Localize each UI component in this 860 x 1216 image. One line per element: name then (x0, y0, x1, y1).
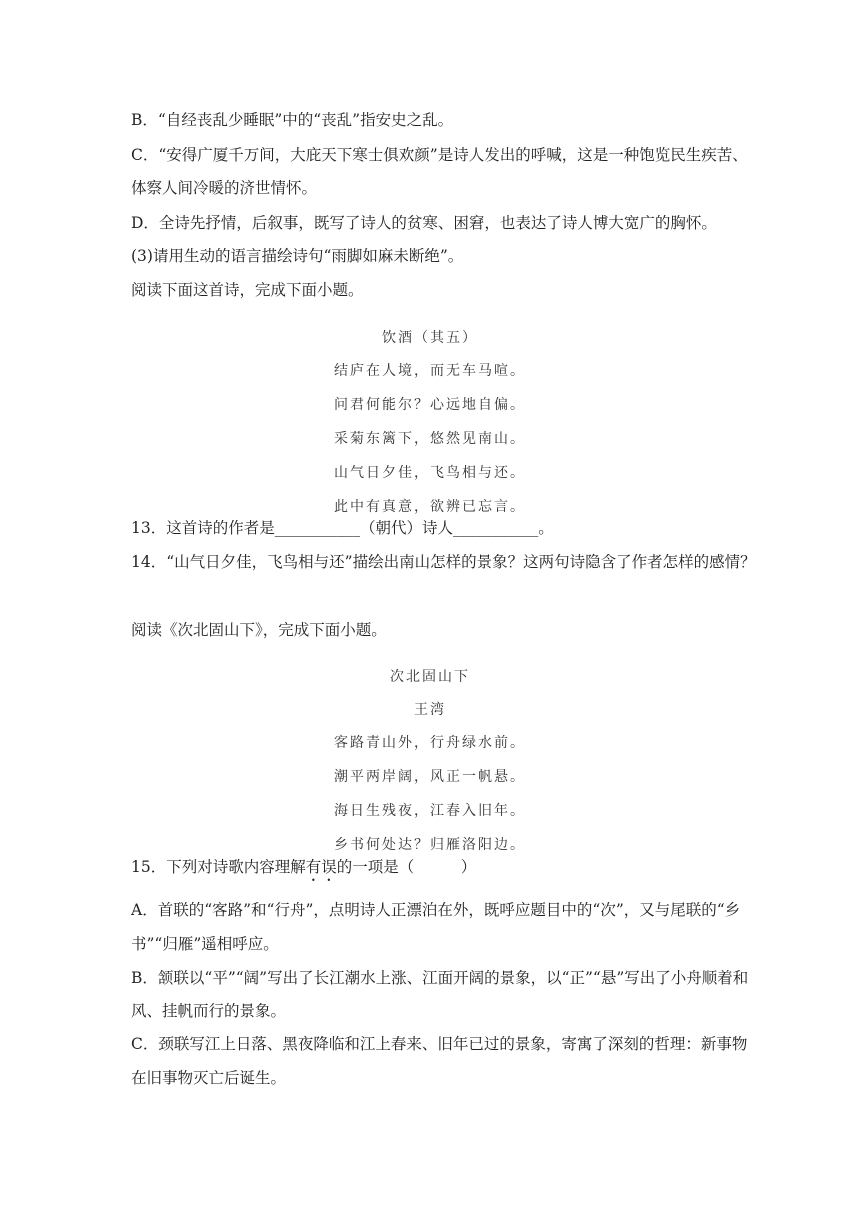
question-15-suffix: 的一项是（ ） (336, 858, 477, 876)
question-14: 14．“山气日夕佳，飞鸟相与还”描绘出南山怎样的景象？这两句诗隐含了作者怎样的感情？ (131, 553, 756, 571)
poem2-line: 海日生残夜，江春入旧年。 (334, 803, 526, 819)
question-15-emphasis: 有误 (305, 858, 337, 876)
q15-option-c-line1: C．颈联写江上日落、黑夜降临和江上春来、旧年已过的景象，寄寓了深刻的哲理：新事物 (131, 1035, 748, 1053)
poem1-line: 采菊东篱下，悠然见南山。 (334, 431, 526, 447)
poem2-line: 潮平两岸阔，风正一帆悬。 (334, 769, 526, 785)
poem2-line: 乡书何处达？归雁洛阳边。 (334, 837, 526, 853)
poem1-line: 山气日夕佳，飞鸟相与还。 (334, 465, 526, 481)
q15-option-a-line1: A．首联的“客路”和“行舟”，点明诗人正漂泊在外，既呼应题目中的“次”，又与尾联的“乡 (131, 901, 741, 919)
question-3: (3)请用生动的语言描绘诗句“雨脚如麻未断绝”。 (131, 247, 464, 265)
poem2-author: 王湾 (414, 702, 446, 718)
poem2-title: 次北固山下 (390, 669, 470, 685)
option-c-text-line2: 体察人间冷暖的济世情怀。 (131, 179, 318, 197)
poem2-intro: 阅读《次北固山下》，完成下面小题。 (131, 621, 387, 639)
q15-option-c-line2: 在旧事物灭亡后诞生。 (131, 1069, 287, 1087)
q15-option-b-line1: B．颔联以“平”“阔”写出了长江潮水上涨、江面开阔的景象，以“正”“悬”写出了小舟顺着和 (131, 969, 749, 987)
poem1-line: 此中有真意，欲辨已忘言。 (334, 499, 526, 515)
question-13: 13．这首诗的作者是___________（朝代）诗人___________。 (131, 519, 554, 537)
q15-option-a-line2: 书”“归雁”遥相呼应。 (131, 935, 279, 953)
poem1-line: 结庐在人境，而无车马喧。 (334, 363, 526, 379)
question-15 (131, 857, 476, 885)
q15-option-b-line2: 风、挂帆而行的景象。 (131, 1002, 287, 1020)
poem1-title: 饮酒（其五） (382, 330, 478, 346)
option-b-text: B．“自经丧乱少睡眠”中的“丧乱”指安史之乱。 (131, 111, 454, 129)
option-d-text: D．全诗先抒情，后叙事，既写了诗人的贫寒、困窘，也表达了诗人博大宽广的胸怀。 (131, 214, 717, 232)
poem1-line: 问君何能尔？心远地自偏。 (334, 397, 526, 413)
question-15-prefix: 15．下列对诗歌内容理解 (131, 858, 306, 876)
poem1-intro: 阅读下面这首诗，完成下面小题。 (131, 281, 364, 299)
poem2-line: 客路青山外，行舟绿水前。 (334, 735, 526, 751)
option-c-text-line1: C．“安得广厦千万间，大庇天下寒士俱欢颜”是诗人发出的呼喊，这是一种饱览民生疾苦、 (131, 146, 748, 164)
